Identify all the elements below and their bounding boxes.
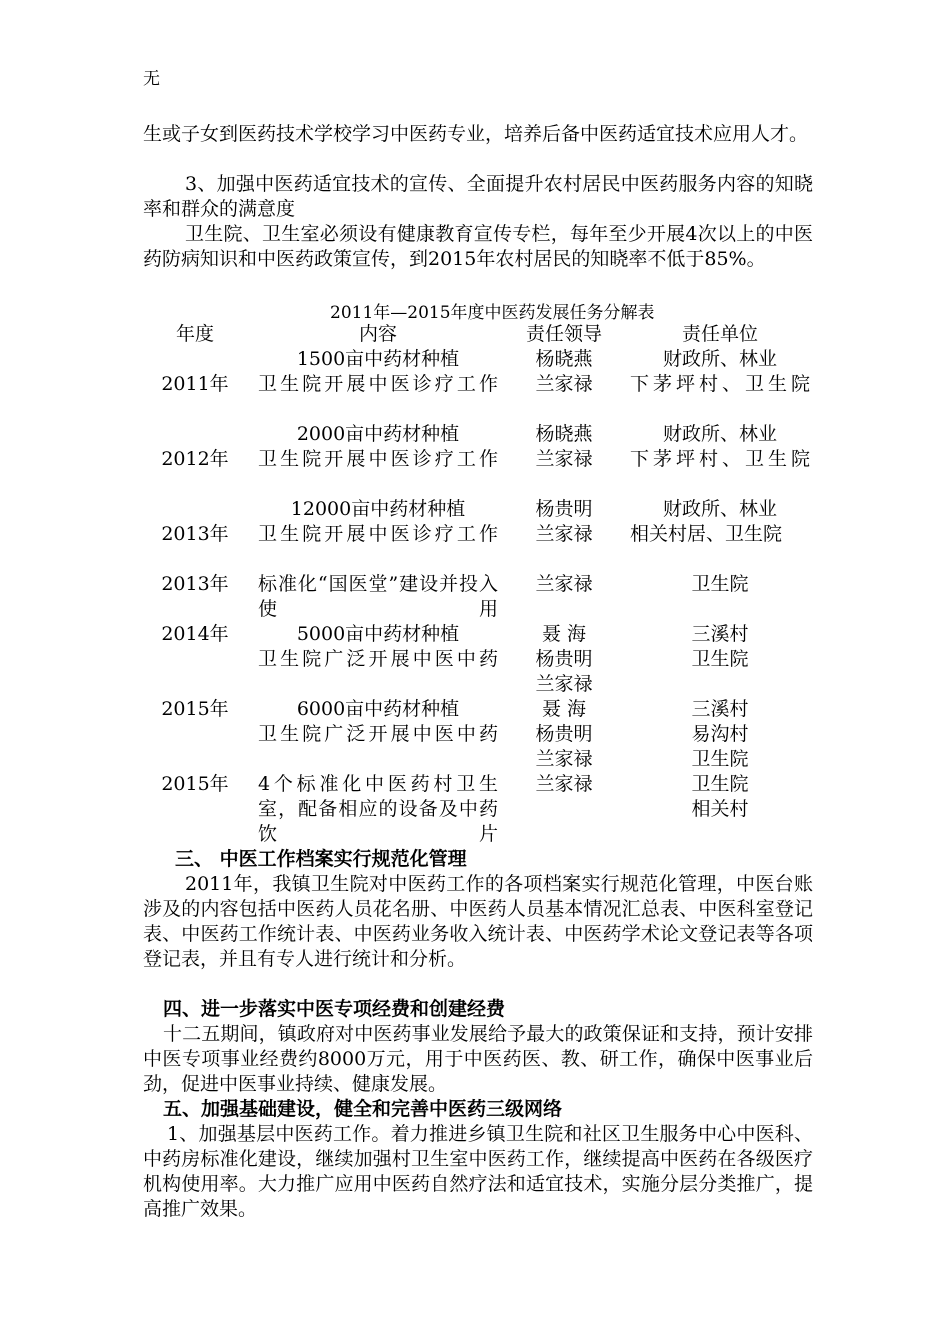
table-cell-leader: 聂 海 <box>541 623 587 645</box>
table-cell-year: 2011年 <box>161 373 229 395</box>
table-header-year: 年度 <box>175 323 214 345</box>
table-cell-unit: 三溪村 <box>691 698 749 720</box>
table-cell-year: 2014年 <box>161 623 229 645</box>
table-cell-leader: 杨贵明 兰家禄 <box>535 648 593 695</box>
table-cell-year: 2015年 <box>161 698 229 720</box>
table-cell-leader: 兰家禄 <box>535 523 593 545</box>
table-cell-content: 5000亩中药材种植 <box>296 623 460 645</box>
section-4-body: 十二五期间，镇政府对中医药事业发展给予最大的政策保证和支持，预计安排中医专项事业经费约8000万元，用于中医药医、教、研工作，确保中医事业后劲，促进中医事业持续、健康发展。 <box>143 1023 813 1095</box>
table-cell-unit: 财政所、林业 <box>662 423 777 445</box>
table-cell-content: 6000亩中药材种植 <box>296 698 460 720</box>
table-cell-unit: 三溪村 <box>691 623 749 645</box>
table-cell-leader: 杨晓燕 <box>535 423 593 445</box>
section-5-body: 1、加强基层中医药工作。着力推进乡镇卫生院和社区卫生服务中心中医科、中药房标准化建设，继续加强村卫生室中医药工作，继续提高中医药在各级医疗机构使用率。大力推广应用中医药自然疗法和适宜技术，实施分层分类推广，提高推广效果。 <box>143 1123 813 1220</box>
section-4-heading: 四、进一步落实中医专项经费和创建经费 <box>163 998 506 1020</box>
table-cell-leader: 聂 海 <box>541 698 587 720</box>
table-cell-unit: 下茅坪村、卫生院 <box>630 373 810 395</box>
table-header-content: 内容 <box>358 323 397 345</box>
table-cell-unit: 财政所、林业 <box>662 498 777 520</box>
table-cell-leader: 兰家禄 <box>535 448 593 470</box>
table-cell-content: 1500亩中药材种植 <box>296 348 460 370</box>
table-header-unit: 责任单位 <box>681 323 758 345</box>
page-header: 无 <box>143 69 160 89</box>
table-cell-year: 2013年 <box>161 523 229 545</box>
paragraph-2: 3、加强中医药适宜技术的宣传、全面提升农村居民中医药服务内容的知晓率和群众的满意度 <box>143 173 813 220</box>
section-3-body: 2011年，我镇卫生院对中医药工作的各项档案实行规范化管理，中医台账涉及的内容包括中医药人员花名册、中医药人员基本情况汇总表、中医科室登记表、中医药工作统计表、中医药业务收入统计表、中医药学术论文登记表等各项登记表，并且有专人进行统计和分析。 <box>143 873 813 970</box>
table-cell-content: 标准化“国医堂”建设并投入使用 <box>258 573 498 620</box>
table-cell-leader: 杨晓燕 <box>535 348 593 370</box>
table-cell-unit: 相关村居、卫生院 <box>630 523 783 545</box>
table-cell-content: 卫生院开展中医诊疗工作 <box>258 373 498 395</box>
table-cell-leader: 兰家禄 <box>535 573 593 595</box>
table-cell-content: 2000亩中药材种植 <box>296 423 460 445</box>
paragraph-1: 生或子女到医药技术学校学习中医药专业，培养后备中医药适宜技术应用人才。 <box>143 123 809 145</box>
table-cell-leader: 兰家禄 <box>535 373 593 395</box>
table-cell-unit: 下茅坪村、卫生院 <box>630 448 810 470</box>
table-cell-unit: 卫生院 <box>691 573 749 595</box>
table-cell-content: 12000亩中药材种植 <box>290 498 466 520</box>
table-cell-year: 2012年 <box>161 448 229 470</box>
table-cell-year: 2015年 <box>161 773 229 795</box>
section-5-heading: 五、加强基础建设，健全和完善中医药三级网络 <box>163 1098 563 1120</box>
table-cell-content: 卫生院广泛开展中医中药 <box>258 648 498 670</box>
table-cell-unit: 卫生院 相关村 <box>691 773 749 820</box>
table-cell-content: 卫生院开展中医诊疗工作 <box>258 448 498 470</box>
table-cell-leader: 杨贵明 <box>535 498 593 520</box>
table-cell-unit: 财政所、林业 <box>662 348 777 370</box>
table-cell-content: 卫生院开展中医诊疗工作 <box>258 523 498 545</box>
table-title: 2011年—2015年度中医药发展任务分解表 <box>330 303 655 323</box>
table-cell-unit: 卫生院 <box>691 648 749 670</box>
table-cell-unit: 易沟村 卫生院 <box>691 723 749 770</box>
table-cell-leader: 杨贵明 兰家禄 <box>535 723 593 770</box>
table-cell-content: 4个标准化中医药村卫生室，配备相应的设备及中药饮片 <box>258 773 498 845</box>
paragraph-3: 卫生院、卫生室必须设有健康教育宣传专栏，每年至少开展4次以上的中医药防病知识和中医药政策宣传，到2015年农村居民的知晓率不低于85%。 <box>143 223 813 270</box>
table-cell-content: 卫生院广泛开展中医中药 <box>258 723 498 745</box>
table-cell-leader: 兰家禄 <box>535 773 593 795</box>
section-3-heading: 三、 中医工作档案实行规范化管理 <box>175 848 467 870</box>
table-header-leader: 责任领导 <box>525 323 602 345</box>
table-cell-year: 2013年 <box>161 573 229 595</box>
